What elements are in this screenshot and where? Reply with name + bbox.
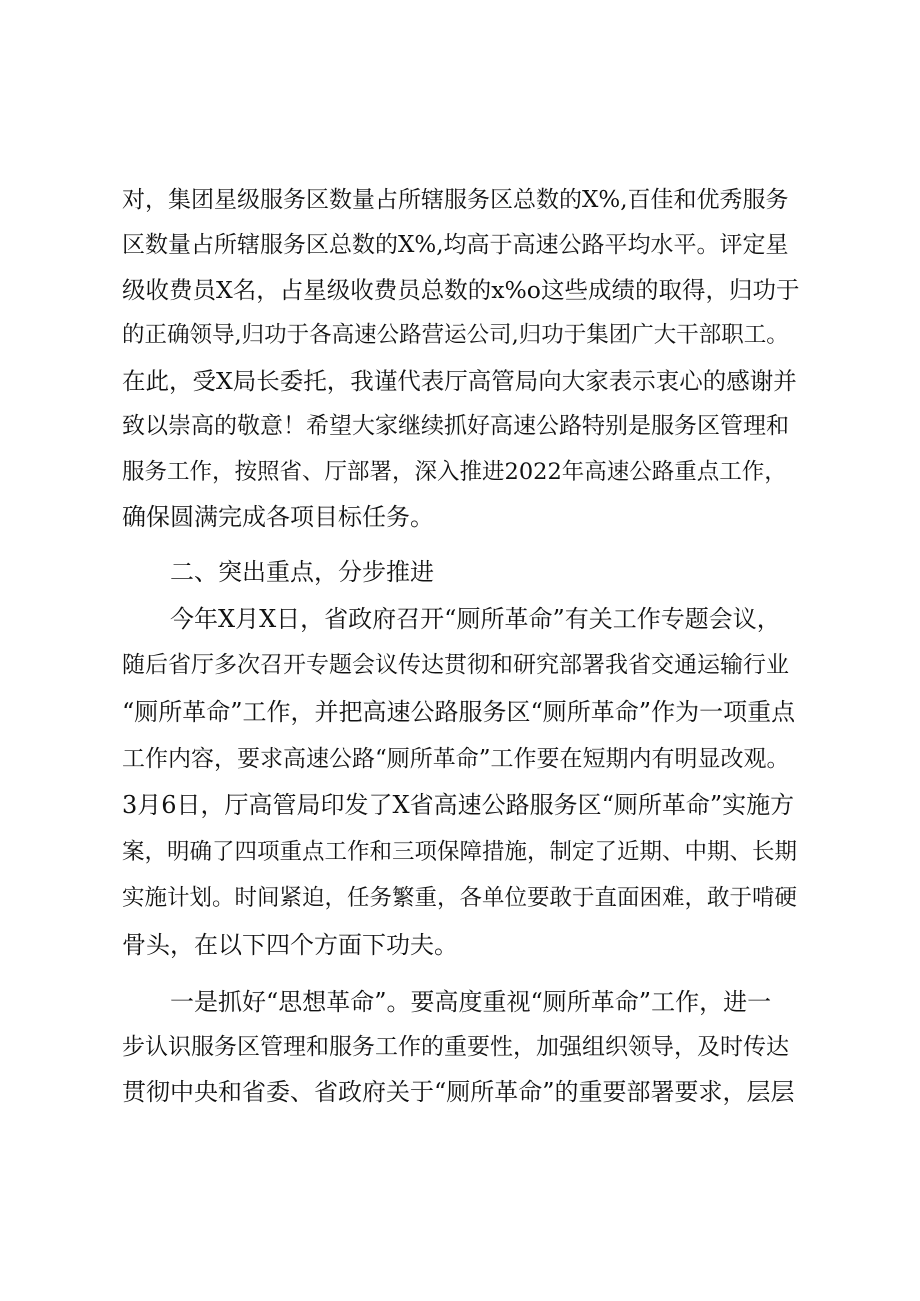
text-line: 案，明确了四项重点工作和三项保障措施，制定了近期、中期、长期 xyxy=(122,839,798,865)
text-line: “厕所革命”工作，并把高速公路服务区“厕所革命”作为一项重点 xyxy=(122,698,796,726)
text-line: 步认识服务区管理和服务工作的重要性，加强组织领导，及时传达 xyxy=(122,1034,789,1060)
text-line: 骨头，在以下四个方面下功夫。 xyxy=(122,931,458,959)
text-line: 在此，受X局长委托，我谨代表厅高管局向大家表示衷心的感谢并 xyxy=(122,367,797,395)
text-line: 对，集团星级服务区数量占所辖服务区总数的X%,百佳和优秀服务 xyxy=(122,187,789,213)
text-line: 工作内容，要求高速公路“厕所革命”工作要在短期内有明显改观。 xyxy=(122,746,790,772)
section-heading: 二、突出重点，分步推进 xyxy=(170,558,434,586)
text-line: 贯彻中央和省委、省政府关于“厕所革命”的重要部署要求，层层 xyxy=(122,1078,795,1106)
text-line: 区数量占所辖服务区总数的X%,均高于高速公路平均水平。评定星 xyxy=(122,232,789,258)
text-line: 3月6日，厅高管局印发了X省高速公路服务区“厕所革命”实施方 xyxy=(122,791,795,819)
text-line: 的正确领导,归功于各高速公路营运公司,归功于集团广大干部职工。 xyxy=(122,322,789,348)
text-line: 一是抓好“思想革命”。要高度重视“厕所革命”工作，进一 xyxy=(170,988,772,1016)
text-line: 级收费员X名，占星级收费员总数的x%o这些成绩的取得，归功于 xyxy=(122,276,800,304)
text-line: 服务工作，按照省、厅部署，深入推进2022年高速公路重点工作， xyxy=(122,459,787,485)
text-line: 致以崇高的敬意！希望大家继续抓好高速公路特别是服务区管理和 xyxy=(122,413,789,439)
text-line: 实施计划。时间紧迫，任务繁重，各单位要敢于直面困难，敢于啃硬 xyxy=(122,885,798,911)
text-line: 随后省厅多次召开专题会议传达贯彻和研究部署我省交通运输行业 xyxy=(122,652,789,678)
text-line: 今年X月X日，省政府召开“厕所革命”有关工作专题会议， xyxy=(170,605,781,633)
text-line: 确保圆满完成各项目标任务。 xyxy=(122,503,434,531)
